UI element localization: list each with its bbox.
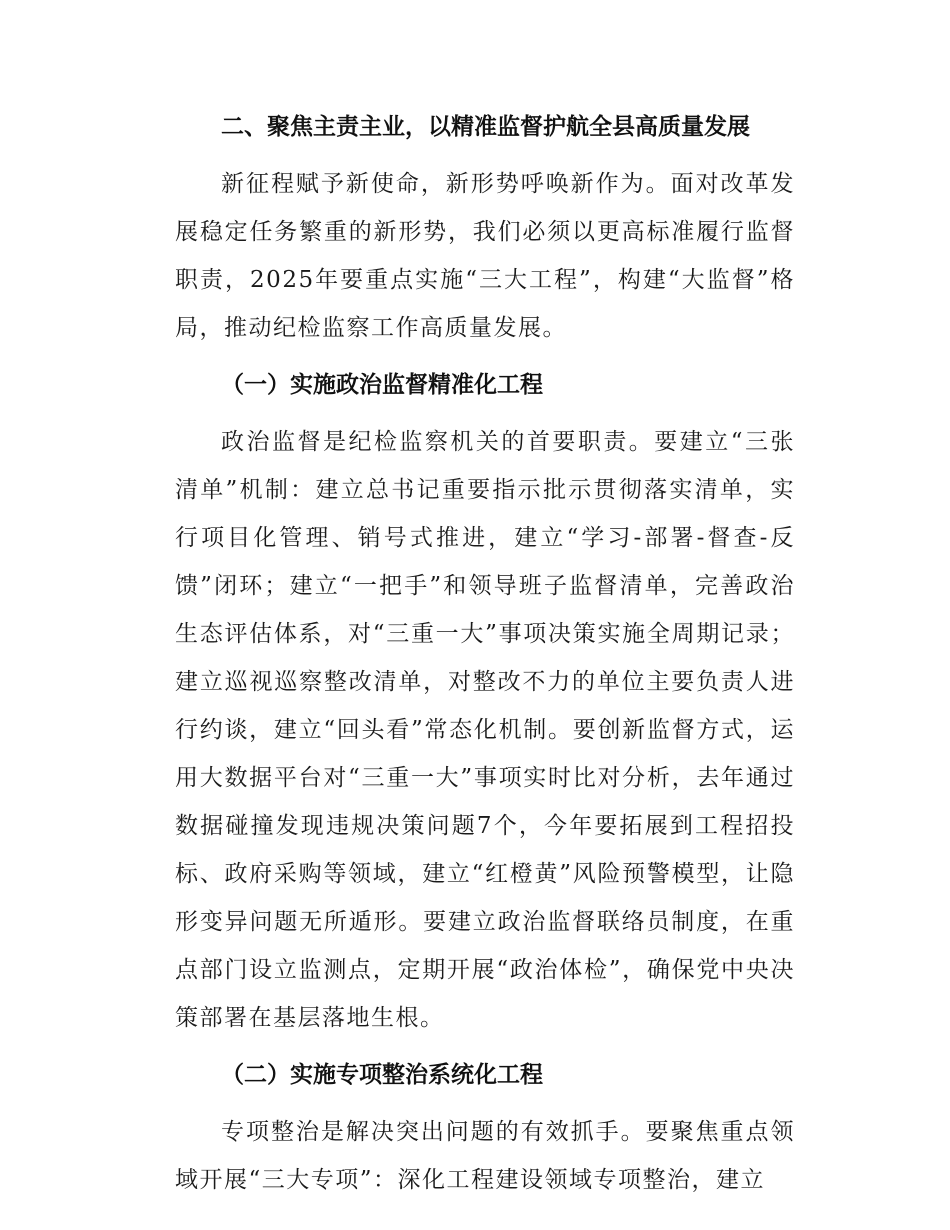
subsection-2-paragraph: 专项整治是解决突出问题的有效抓手。要聚焦重点领域开展“三大专项”：深化工程建设领域专项整治，建立 [175, 1119, 795, 1193]
subsection-1-paragraph: 政治监督是纪检监察机关的首要职责。要建立“三张清单”机制：建立总书记重要指示批示贯彻落实清单，实行项目化管理、销号式推进，建立“学习-部署-督查-反馈”闭环；建立“一把手”和领导班子监督清单，完善政治生态评估体系，对“三重一大”事项决策实施全周期记录；建立巡视巡察整改清单，对整改不力的单位主要负责人进行约谈，建立“回头看”常态化机制。要创新监督方式，运用大数据平台对“三重一大”事项实时比对分析，去年通过数据碰撞发现违规决策问题7个，今年要拓展到工程招投标、政府采购等领域，建立“红橙黄”风险预警模型，让隐形变异问题无所遁形。要建立政治监督联络员制度，在重点部门设立监测点，定期开展“政治体检”，确保党中央决策部署在基层落地生根。 [175, 429, 795, 1031]
subsection-1-heading: （一）实施政治监督精准化工程 [221, 372, 543, 398]
subsection-2-heading: （二）实施专项整治系统化工程 [221, 1062, 543, 1088]
section-heading: 二、聚焦主责主业，以精准监督护航全县高质量发展 [221, 114, 750, 140]
intro-paragraph: 新征程赋予新使命，新形势呼唤新作为。面对改革发展稳定任务繁重的新形势，我们必须以更高标准履行监督职责，2025年要重点实施“三大工程”，构建“大监督”格局，推动纪检监察工作高质量发展。 [175, 171, 795, 341]
document-body [175, 104, 795, 1204]
